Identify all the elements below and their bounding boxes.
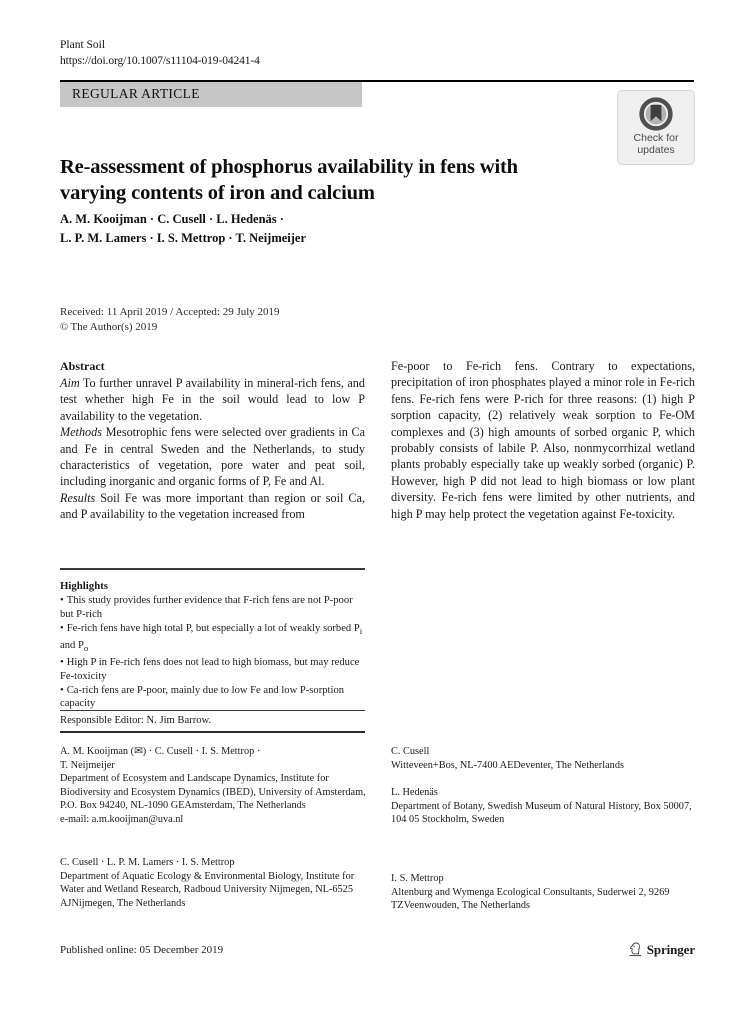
abstract-aim-label: Aim bbox=[60, 376, 80, 390]
abstract-column-left bbox=[60, 358, 365, 523]
author-line-2: L. P. M. Lamers · I. S. Mettrop · T. Neijmeijer bbox=[60, 231, 307, 245]
responsible-editor-divider-top bbox=[60, 710, 365, 711]
abstract-column-right bbox=[391, 358, 695, 522]
affiliation-names: I. S. Mettrop bbox=[391, 873, 444, 884]
affiliation-block bbox=[60, 856, 370, 910]
abstract-heading: Abstract bbox=[60, 359, 105, 373]
affiliation-address: Witteveen+Bos, NL-7400 AEDeventer, The Netherlands bbox=[391, 759, 624, 771]
abstract-results-text: Soil Fe was more important than region or soil Ca, and P availability to the vegetation increased from bbox=[60, 490, 365, 522]
responsible-editor: Responsible Editor: N. Jim Barrow. bbox=[60, 715, 212, 726]
abstract-aim bbox=[60, 375, 365, 424]
abstract-methods-label: Methods bbox=[60, 425, 102, 440]
affiliation-address: Department of Ecosystem and Landscape Dynamics, Institute for Biodiversity and Ecosystem Dynamics (IBED), University of Amsterdam, P.O. Box 94240, NL-1090 GEAmsterdam, The Netherlands bbox=[60, 773, 366, 812]
crossmark-label-line1: Check for bbox=[633, 132, 679, 144]
springer-wordmark: Springer bbox=[646, 941, 695, 957]
journal-name: Plant Soil bbox=[60, 39, 106, 51]
author-line-1: A. M. Kooijman · C. Cusell · L. Hedenäs · bbox=[60, 212, 284, 226]
crossmark-label-line2: updates bbox=[637, 143, 675, 156]
affiliation-block bbox=[391, 872, 703, 913]
abstract-body-left bbox=[60, 375, 365, 523]
affiliation-names: L. Hedenäs bbox=[391, 787, 438, 798]
highlights-divider-top bbox=[60, 568, 365, 570]
copyright-text: The Author(s) 2019 bbox=[70, 320, 158, 333]
responsible-editor-divider-bottom bbox=[60, 731, 365, 733]
journal-header bbox=[60, 38, 260, 69]
abstract-results bbox=[60, 490, 365, 523]
affiliation-names: C. Cusell bbox=[391, 746, 430, 757]
check-for-updates-badge[interactable] bbox=[617, 90, 695, 165]
affiliation-block bbox=[391, 786, 703, 827]
list-item: • Fe-rich fens have high total P, but especially a lot of weakly sorbed $P_i$ and $P_o$ bbox=[60, 622, 367, 656]
abstract-body-right: Fe-poor to Fe-rich fens. Contrary to expectations, precipitation of iron phosphates played a minor role in Fe-rich fens. Fe-rich fens were P-rich for three reasons: (1) high P sorption capacity, (2) relatively weak sorption to Fe-OM complexes and (3) high amounts of sorbed organic P, which probably consists of labile P. Also, nonmycorrhizal wetland plants probably especially take up weakly sorbed (organic) P. However, high P did not lead to high biomass or low plant diversity. Fe-rich fens were limited by other nutrients, and high P may help protect the vegetation against Fe-toxicity. bbox=[391, 359, 695, 521]
affiliation-names: A. M. Kooijman (✉) · C. Cusell · I. S. Mettrop · bbox=[60, 746, 261, 757]
affiliation-address: Department of Botany, Swedish Museum of Natural History, Box 50007, 104 05 Stockholm, Sweden bbox=[391, 800, 692, 826]
list-item: • This study provides further evidence that F-rich fens are not P-poor but P-rich bbox=[60, 594, 367, 622]
highlights-list bbox=[60, 594, 367, 711]
copyright-symbol: © bbox=[60, 321, 68, 333]
springer-knight-icon bbox=[628, 941, 643, 958]
list-item: • High P in Fe-rich fens does not lead to high biomass, but may reduce Fe-toxicity bbox=[60, 656, 367, 684]
affiliation-block bbox=[391, 745, 703, 772]
affiliation-address: Altenburg and Wymenga Ecological Consultants, Suderwei 2, 9269 TZVeenwouden, The Netherlands bbox=[391, 886, 670, 912]
affiliation-names-cont: T. Neijmeijer bbox=[60, 759, 115, 771]
published-online: Published online: 05 December 2019 bbox=[60, 944, 224, 956]
crossmark-icon bbox=[638, 96, 674, 132]
copyright-line bbox=[60, 320, 280, 336]
highlights-section bbox=[60, 580, 367, 711]
article-type-banner: REGULAR ARTICLE bbox=[60, 82, 362, 107]
springer-logo bbox=[628, 941, 695, 958]
affiliation-email[interactable]: e-mail: a.m.kooijman@uva.nl bbox=[60, 813, 184, 825]
abstract-methods bbox=[60, 424, 365, 490]
abstract-results-label: Results bbox=[60, 490, 96, 505]
author-list bbox=[60, 210, 580, 248]
list-item: • Ca-rich fens are P-poor, mainly due to low Fe and low P-sorption capacity bbox=[60, 684, 367, 712]
abstract-methods-text: Mesotrophic fens were selected over gradients in Ca and Fe in central Sweden and the Netherlands, to study characteristics of vegetation, pore water and peat soil, including inorganic and organic forms of P, Fe and Al. bbox=[60, 425, 365, 489]
publication-dates bbox=[60, 305, 280, 335]
affiliation-names: C. Cusell · L. P. M. Lamers · I. S. Mettrop bbox=[60, 857, 235, 868]
journal-doi[interactable]: https://doi.org/10.1007/s11104-019-04241-4 bbox=[60, 54, 260, 67]
affiliation-block bbox=[60, 745, 370, 827]
page-title: Re-assessment of phosphorus availability in fens with varying contents of iron and calcium bbox=[60, 155, 518, 204]
affiliation-address: Department of Aquatic Ecology & Environmental Biology, Institute for Water and Wetland Research, Radboud University Nijmegen, NL-6525 AJNijmegen, The Netherlands bbox=[60, 870, 355, 909]
highlights-heading: Highlights bbox=[60, 580, 109, 592]
abstract-aim-text: To further unravel P availability in mineral-rich fens, and test whether high Fe in the soil would lead to low P availability to the vegetation. bbox=[60, 376, 365, 423]
received-accepted: Received: 11 April 2019 / Accepted: 29 July 2019 bbox=[60, 306, 280, 318]
